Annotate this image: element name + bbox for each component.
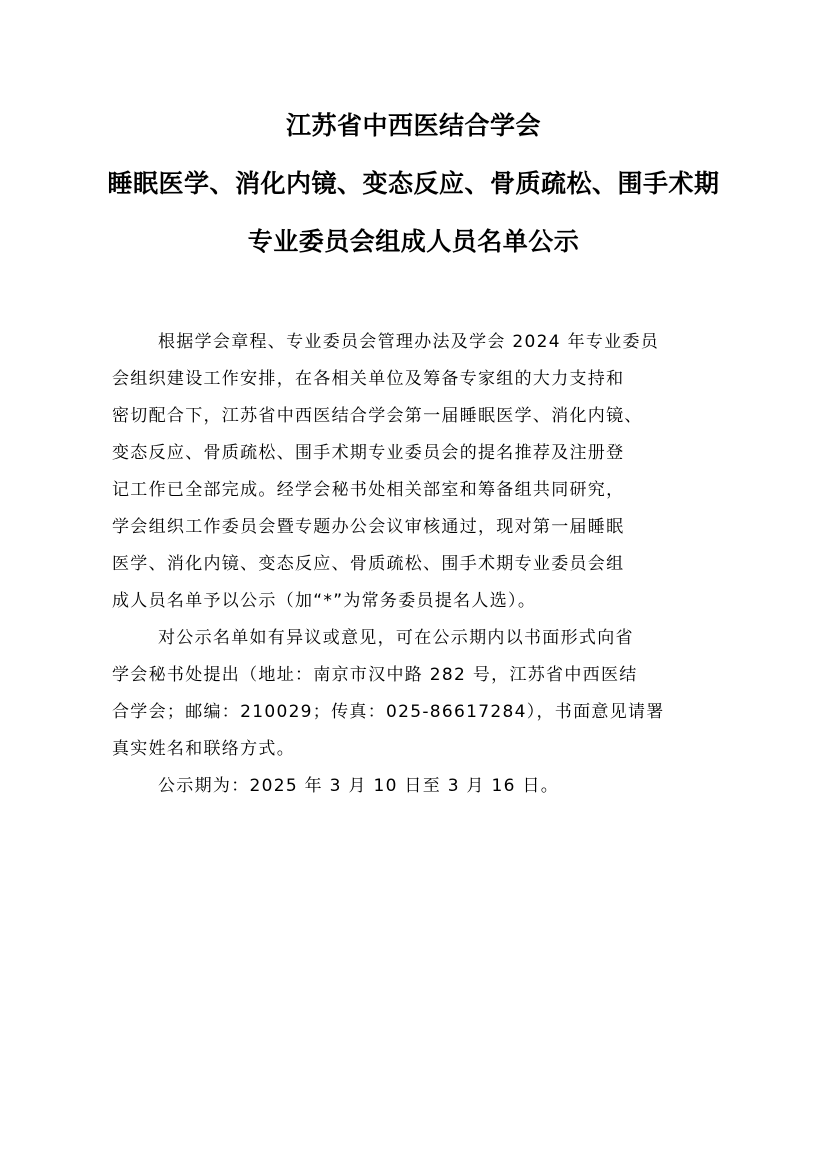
- document-title: [0, 112, 827, 286]
- paragraph-line: 根据学会章程、专业委员会管理办法及学会 2024 年专业委员: [158, 332, 660, 352]
- paragraph-line: 成人员名单予以公示（加“*”为常务委员提名人选）。: [112, 591, 537, 611]
- title-line-announcement: 专业委员会组成人员名单公示: [247, 227, 580, 256]
- title-line-committees: 睡眠医学、消化内镜、变态反应、骨质疏松、围手术期: [107, 169, 720, 198]
- paragraph-line: 真实姓名和联络方式。: [112, 739, 295, 759]
- paragraph-line: 公示期为：2025 年 3 月 10 日至 3 月 16 日。: [158, 776, 560, 796]
- paragraph-line: 对公示名单如有异议或意见，可在公示期内以书面形式向省: [158, 628, 634, 648]
- paragraph-line: 记工作已全部完成。经学会秘书处相关部室和筹备组共同研究，: [112, 480, 625, 500]
- paragraph-publicity-period: [112, 768, 715, 805]
- paragraph-line: 密切配合下，江苏省中西医结合学会第一届睡眠医学、消化内镜、: [112, 406, 643, 426]
- paragraph-line: 学会组织工作委员会暨专题办公会议审核通过，现对第一届睡眠: [112, 517, 625, 537]
- paragraph-line: 合学会；邮编：210029；传真：025-86617284），书面意见请署: [112, 702, 665, 722]
- paragraph-line: 会组织建设工作安排，在各相关单位及筹备专家组的大力支持和: [112, 369, 625, 389]
- paragraph-line: 医学、消化内镜、变态反应、骨质疏松、围手术期专业委员会组: [112, 554, 625, 574]
- title-line-organization: 江苏省中西医结合学会: [285, 111, 541, 140]
- paragraph-line: 学会秘书处提出（地址：南京市汉中路 282 号，江苏省中西医结: [112, 665, 638, 685]
- document-body: [112, 324, 715, 805]
- paragraph-objection-instructions: [112, 620, 715, 768]
- paragraph-background: [112, 324, 715, 620]
- paragraph-line: 变态反应、骨质疏松、围手术期专业委员会的提名推荐及注册登: [112, 443, 625, 463]
